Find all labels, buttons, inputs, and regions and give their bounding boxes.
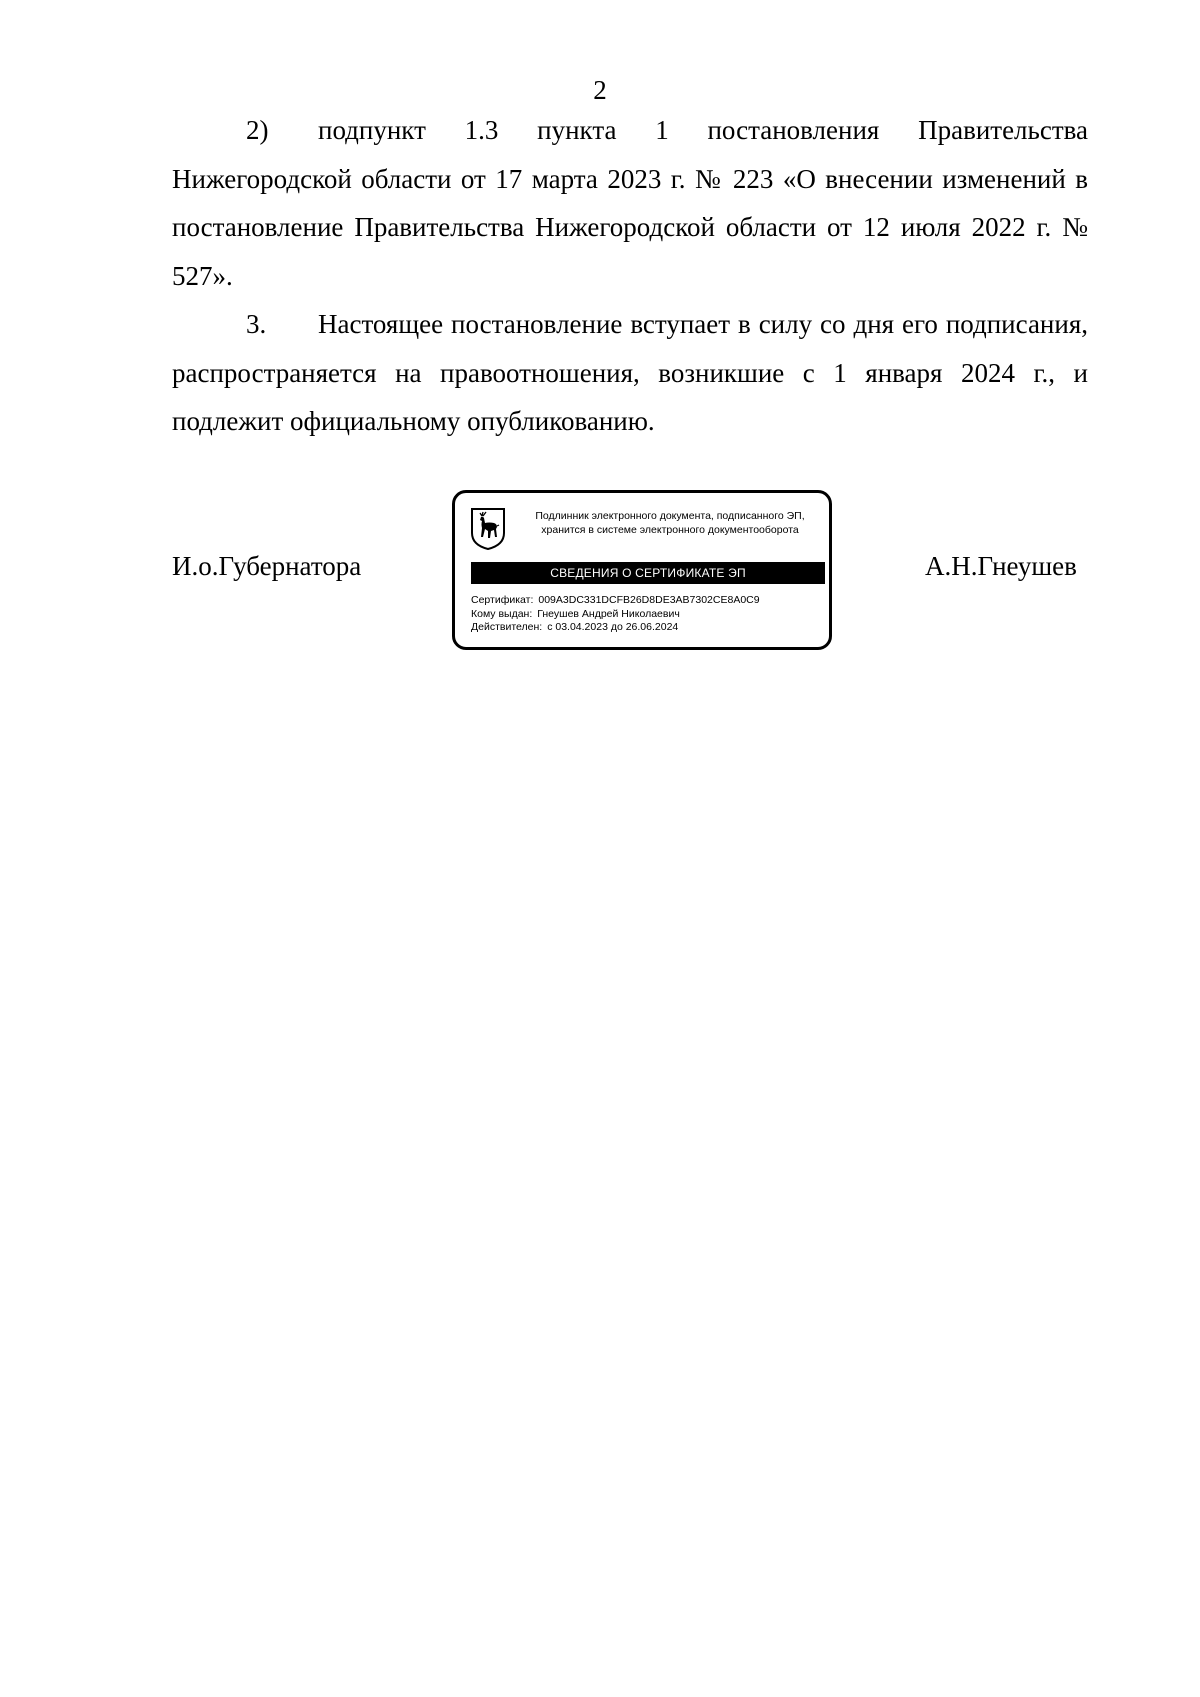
signer-name: А.Н.Гнеушев [925, 551, 1077, 581]
certificate-details [471, 594, 827, 635]
certificate-label: Сертификат: [471, 594, 534, 606]
deer-crest-icon [470, 507, 506, 551]
issued-to-row [471, 608, 827, 622]
paragraph-2 [172, 106, 1088, 300]
signer-title: И.о.Губернатора [172, 551, 362, 581]
paragraph-3 [172, 300, 1088, 446]
validity-value: с 03.04.2023 до 26.06.2024 [547, 621, 679, 633]
certificate-value: 009A3DC331DCFB26D8DE3AB7302CE8A0C9 [538, 594, 760, 606]
paragraph-3-text: Настоящее постановление вступает в силу со дня его подписания, распространяется на правоотношения, возникшие с 1 января 2024 г., и подлежит официальному опубликованию. [172, 309, 1088, 436]
certificate-row [471, 594, 827, 608]
stamp-header [511, 509, 829, 537]
paragraph-3-number: 3. [246, 309, 267, 339]
issued-to-value: Гнеушев Андрей Николаевич [537, 607, 680, 620]
validity-label: Действителен: [471, 621, 543, 633]
paragraph-2-text: подпункт 1.3 пункта 1 постановления Правительства Нижегородской области от 17 марта 2023 г. № 223 «О внесении изменений в постановление Правительства Нижегородской области от 12 июля 2022 г. № 527». [172, 115, 1088, 291]
document-body [172, 106, 1088, 446]
issued-to-label: Кому выдан: [471, 607, 533, 620]
electronic-signature-stamp [452, 490, 832, 650]
page-number: 2 [593, 75, 607, 105]
validity-row [471, 621, 827, 635]
stamp-header-line-2: хранится в системе электронного документооборота [541, 524, 799, 536]
stamp-header-line-1: Подлинник электронного документа, подписанного ЭП, [535, 510, 805, 522]
certificate-info-bar: СВЕДЕНИЯ О СЕРТИФИКАТЕ ЭП [471, 562, 825, 584]
paragraph-2-number: 2) [246, 115, 269, 145]
